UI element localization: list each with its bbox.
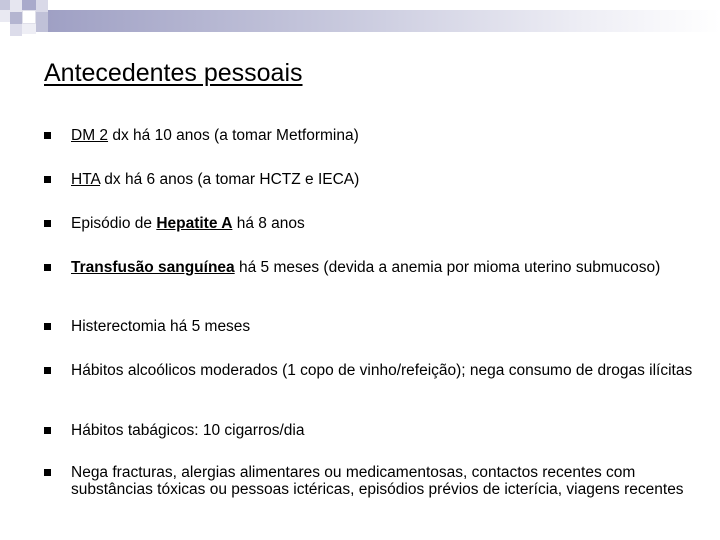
banner-square — [0, 10, 10, 22]
slide-banner — [0, 0, 720, 44]
bullet-marker — [44, 220, 51, 227]
text-segment: HTA — [71, 171, 100, 188]
bullet-marker — [44, 132, 51, 139]
text-segment: há 5 meses (devida a anemia por mioma uterino submucoso) — [234, 259, 661, 276]
text-segment: Hábitos alcoólicos moderados (1 copo de vinho/refeição); nega consumo de drogas ilícitas — [71, 362, 693, 379]
banner-square — [22, 0, 36, 10]
banner-square — [10, 0, 22, 12]
text-segment: Episódio de — [71, 215, 157, 232]
list-item-text — [71, 259, 696, 276]
bullet-marker — [44, 469, 51, 476]
bullet-marker — [44, 427, 51, 434]
banner-square — [22, 24, 36, 34]
bullet-marker — [44, 176, 51, 183]
list-item-text — [71, 464, 696, 498]
text-segment: Hepatite A — [156, 215, 233, 232]
text-segment: há 8 anos — [232, 215, 305, 232]
list-item-text — [71, 422, 696, 439]
banner-square — [36, 12, 48, 32]
bullet-marker — [44, 264, 51, 271]
text-segment: dx há 10 anos (a tomar Metformina) — [108, 127, 359, 144]
banner-square — [0, 0, 10, 10]
list-item-text — [71, 215, 696, 232]
banner-square — [36, 0, 48, 12]
text-segment: Nega fracturas, alergias alimentares ou medicamentosas, contactos recentes com substâncias tóxicas ou pessoas ictéricas, episódios prévios de icterícia, viagens recentes — [71, 464, 684, 498]
list-item-text — [71, 127, 696, 144]
bullet-marker — [44, 367, 51, 374]
text-segment: Transfusão sanguínea — [71, 259, 235, 276]
text-segment: Histerectomia há 5 meses — [71, 318, 251, 335]
banner-square — [10, 24, 22, 36]
list-item-text — [71, 318, 696, 335]
list-item-text — [71, 362, 696, 379]
text-segment: DM 2 — [71, 127, 109, 144]
banner-square — [10, 12, 22, 24]
bullet-marker — [44, 323, 51, 330]
slide-title: Antecedentes pessoais — [44, 59, 303, 87]
text-segment: Hábitos tabágicos: 10 cigarros/dia — [71, 422, 305, 439]
banner-square — [22, 10, 36, 24]
list-item-text — [71, 171, 696, 188]
banner-gradient-bar — [48, 10, 720, 32]
text-segment: dx há 6 anos (a tomar HCTZ e IECA) — [100, 171, 360, 188]
